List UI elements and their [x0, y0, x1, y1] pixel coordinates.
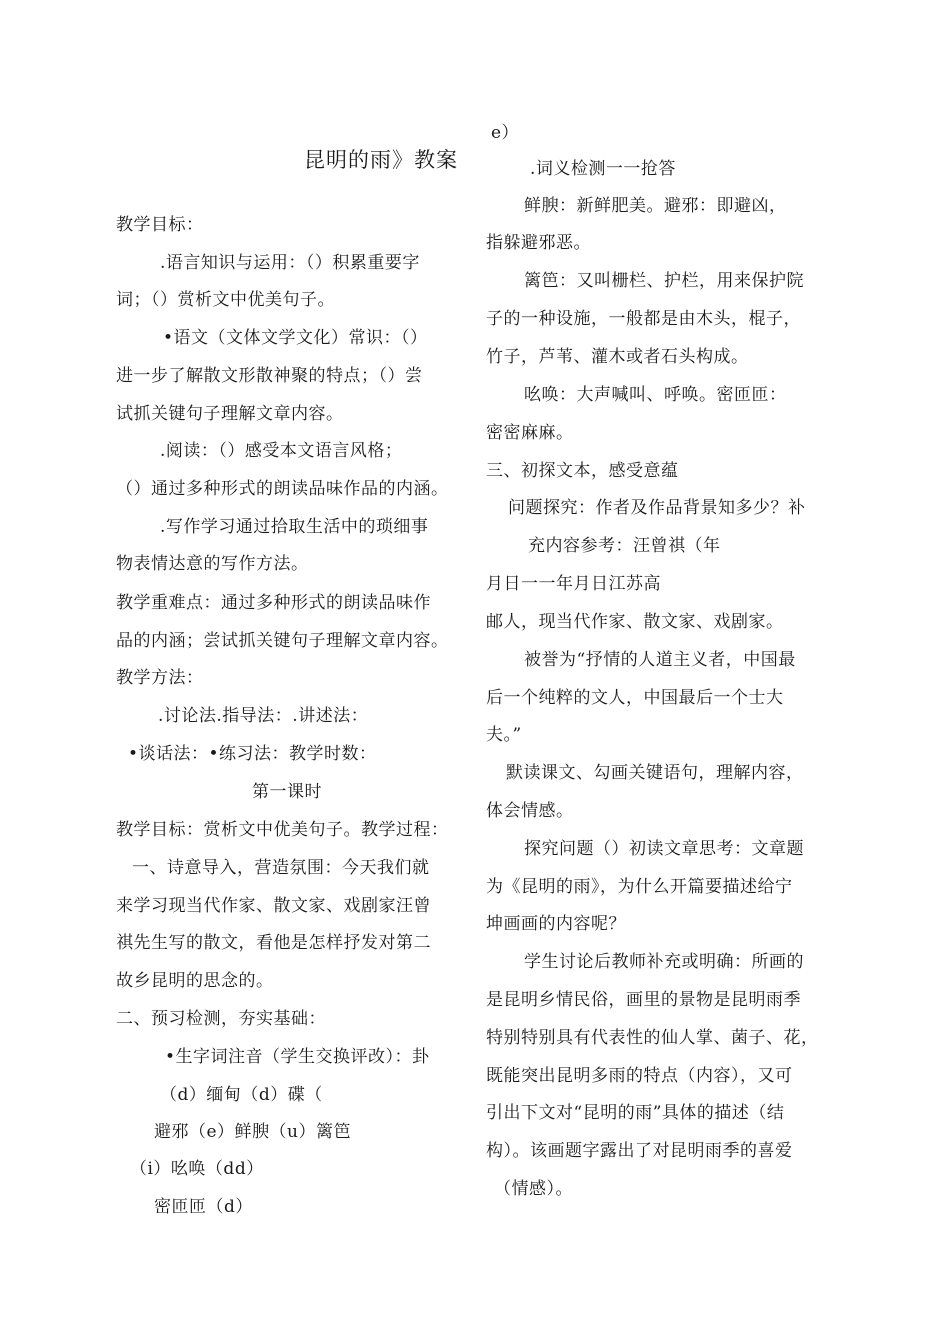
- right-line: 体会情感。: [486, 801, 574, 821]
- right-line: （情感）。: [494, 1179, 573, 1199]
- left-line: 避邪（e）鲜腴（u）篱笆: [154, 1122, 352, 1142]
- left-line: 词；（）赏析文中优美句子。: [116, 290, 335, 310]
- right-line: 既能突出昆明多雨的特点（内容），又可: [486, 1066, 793, 1086]
- right-line: 是昆明乡情民俗，画里的景物是昆明雨季: [486, 990, 801, 1010]
- left-line: .阅读：（）感受本文语言风格；: [160, 441, 403, 461]
- left-line: 品的内涵；尝试抓关键句子理解文章内容。: [116, 631, 449, 651]
- left-line: 密匝匝（d）: [154, 1197, 253, 1217]
- left-line: 教学方法：: [116, 668, 204, 688]
- left-line: 故乡昆明的思念的。: [116, 971, 274, 991]
- right-line: 引出下文对“昆明的雨”具体的描述（结: [486, 1103, 785, 1123]
- right-line: 指躲避邪恶。: [486, 233, 591, 253]
- document-title: 昆明的雨》教案: [304, 148, 458, 172]
- right-line: 为《昆明的雨》，为什么开篇要描述给宁: [486, 877, 793, 897]
- right-line: 构）。该画题字露出了对昆明雨季的喜爱: [486, 1141, 793, 1161]
- left-line: 教学目标：赏析文中优美句子。教学过程：: [116, 820, 449, 840]
- left-line: •语文（文体文学文化）常识：（）: [163, 328, 428, 348]
- right-line: 竹子，芦苇、灌木或者石头构成。: [486, 347, 749, 367]
- left-line: 第一课时: [252, 782, 322, 802]
- left-line: 一、诗意导入，营造氛围：今天我们就: [132, 858, 430, 878]
- left-line: 物表情达意的写作方法。: [116, 554, 309, 574]
- left-line: 教学重难点：通过多种形式的朗读品味作: [116, 593, 431, 613]
- right-line: 学生讨论后教师补充或明确：所画的: [524, 952, 804, 972]
- right-line: 被誉为“抒情的人道主义者，中国最: [524, 650, 796, 670]
- left-line: .讨论法.指导法：.讲述法：: [158, 706, 369, 726]
- right-line: 月日一一年月日江苏高: [486, 574, 661, 594]
- left-line: （i）吆唤（dd）: [130, 1159, 264, 1179]
- left-line: .写作学习通过拾取生活中的琐细事: [160, 517, 429, 537]
- right-line: 三、初探文本，感受意蕴: [486, 461, 679, 481]
- left-line: （）通过多种形式的朗读品味作品的内涵。: [116, 479, 449, 499]
- right-line: 后一个纯粹的文人，中国最后一个士大: [486, 688, 784, 708]
- left-line: .语言知识与运用：（）积累重要字: [160, 253, 420, 273]
- left-line: 试抓关键句子理解文章内容。: [116, 404, 344, 424]
- right-line: 鲜腴：新鲜肥美。避邪：即避凶，: [524, 196, 787, 216]
- left-line: 教学目标：: [116, 215, 204, 235]
- left-line: 二、预习检测，夯实基础：: [116, 1009, 326, 1029]
- right-line: 子的一种设施，一般都是由木头，棍子，: [486, 309, 801, 329]
- left-line: 祺先生写的散文，看他是怎样抒发对第二: [116, 933, 431, 953]
- right-line: 邮人，现当代作家、散文家、戏剧家。: [486, 612, 784, 632]
- left-line: •谈话法：•练习法：教学时数：: [128, 744, 377, 764]
- right-line: 吆唤：大声喊叫、呼唤。密匝匝：: [524, 385, 787, 405]
- right-line: 篱笆：又叫栅栏、护栏，用来保护院: [524, 271, 804, 291]
- right-line: 密密麻麻。: [486, 423, 574, 443]
- left-line: •生字词注音（学生交换评改）：卦: [165, 1047, 430, 1067]
- right-line: 问题探究：作者及作品背景知多少？补: [508, 498, 806, 518]
- right-line: 充内容参考：汪曾祺（年: [528, 536, 721, 556]
- left-line: 来学习现当代作家、散文家、戏剧家汪曾: [116, 896, 431, 916]
- left-line: （d）缅甸（d）碟（: [160, 1085, 323, 1105]
- right-line: e）: [491, 123, 520, 143]
- right-line: .词义检测一一抢答: [530, 159, 676, 179]
- right-line: 坤画画的内容呢？: [486, 914, 626, 934]
- right-line: 特别特别具有代表性的仙人掌、菌子、花，: [486, 1028, 819, 1048]
- right-line: 夫。”: [486, 725, 522, 745]
- left-line: 进一步了解散文形散神聚的特点；（）尝: [116, 366, 423, 386]
- right-line: 探究问题（）初读文章思考：文章题: [524, 839, 804, 859]
- right-line: 默读课文、勾画关键语句，理解内容，: [506, 763, 804, 783]
